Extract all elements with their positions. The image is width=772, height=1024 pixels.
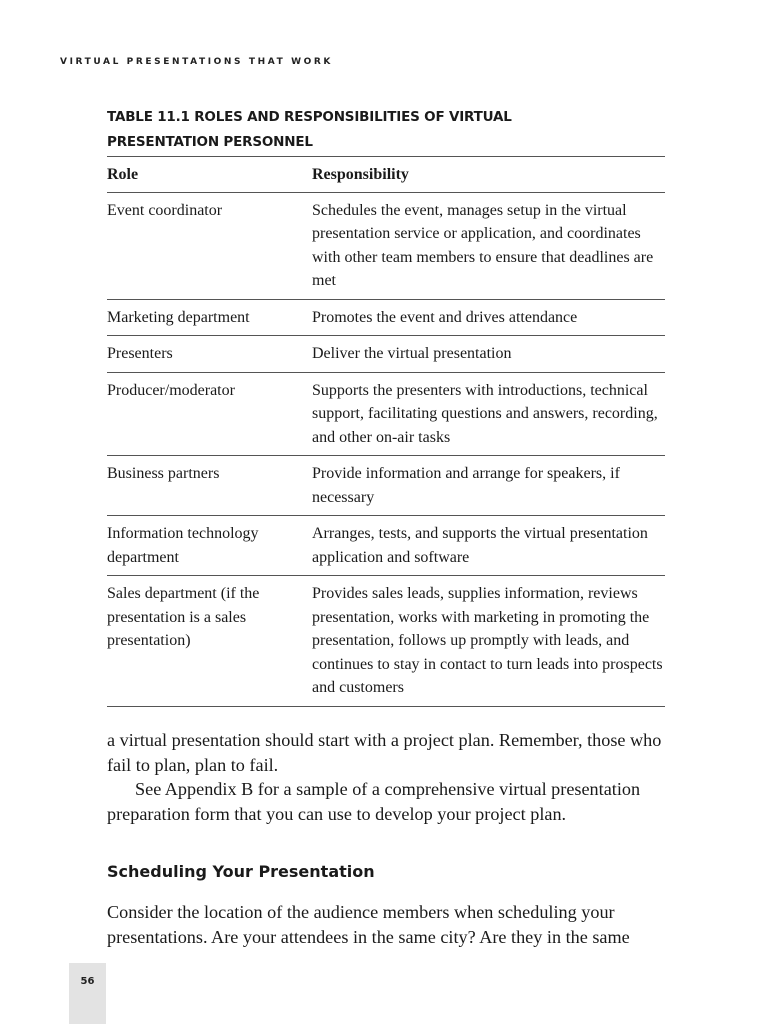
body-paragraph-3: Consider the location of the audience members when scheduling your presentations. Are your attendees in the same city? Are they in the same	[107, 902, 630, 947]
column-header-responsibility: Responsibility	[312, 166, 409, 183]
responsibility-cell: Schedules the event, manages setup in the virtual presentation service or application, and coordinates with other team members to ensure that deadlines are met	[312, 201, 654, 289]
table-row	[107, 372, 665, 456]
role-cell: Event coordinator	[107, 201, 223, 219]
table-row	[107, 576, 665, 707]
role-cell: Business partners	[107, 465, 220, 482]
role-cell: Sales department (if the presentation is a sales presentation)	[107, 585, 260, 649]
page-number: 56	[80, 976, 95, 987]
table-row	[107, 516, 665, 576]
table-header-row	[107, 157, 665, 193]
table-row	[107, 299, 665, 336]
table-caption	[107, 105, 627, 155]
responsibility-cell: Deliver the virtual presentation	[312, 345, 512, 362]
responsibility-cell: Arranges, tests, and supports the virtual presentation application and software	[312, 525, 648, 566]
responsibility-cell: Supports the presenters with introductions, technical support, facilitating questions and answers, recording, and other on-air tasks	[312, 381, 658, 446]
running-head: VIRTUAL PRESENTATIONS THAT WORK	[60, 57, 333, 67]
page-number-tab	[69, 963, 106, 1024]
table-row	[107, 456, 665, 516]
role-cell: Presenters	[107, 345, 173, 362]
section-heading: Scheduling Your Presentation	[107, 862, 375, 881]
table-caption-line-1: TABLE 11.1 ROLES AND RESPONSIBILITIES OF VIRTUAL	[107, 109, 512, 125]
responsibility-cell: Provides sales leads, supplies information, reviews presentation, works with marketing in promoting the presentation, follows up promptly with leads, and continues to stay in contact to turn leads into prospects and customers	[312, 585, 663, 696]
body-paragraph-1: a virtual presentation should start with a project plan. Remember, those who fail to plan, plan to fail.	[107, 730, 662, 775]
table-caption-line-2: PRESENTATION PERSONNEL	[107, 134, 313, 150]
role-cell: Marketing department	[107, 308, 250, 326]
body-paragraph-2: See Appendix B for a sample of a comprehensive virtual presentation preparation form that you can use to develop your project plan.	[107, 779, 641, 824]
role-cell: Information technology department	[107, 525, 259, 566]
role-cell: Producer/moderator	[107, 381, 235, 399]
table-row	[107, 336, 665, 373]
table-row	[107, 192, 665, 299]
roles-table	[107, 156, 665, 707]
responsibility-cell: Promotes the event and drives attendance	[312, 308, 578, 326]
responsibility-cell: Provide information and arrange for speakers, if necessary	[312, 465, 620, 506]
column-header-role: Role	[107, 166, 139, 183]
